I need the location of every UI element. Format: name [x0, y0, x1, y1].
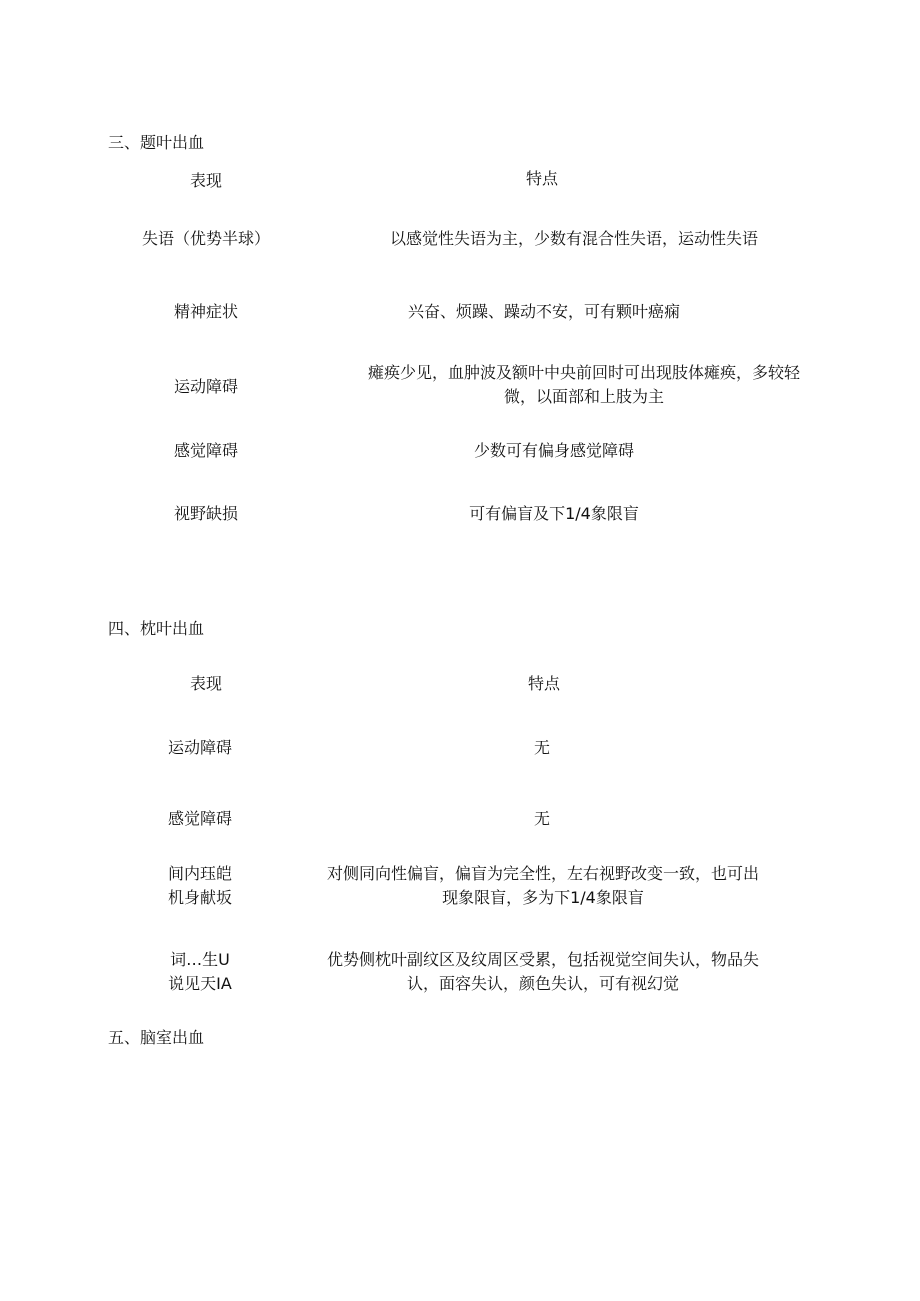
section3-row5-text: 可有偏盲及下1/4象限盲 [469, 504, 639, 523]
section4-row3-text-line1: 对侧同向性偏盲，偏盲为完全性，左右视野改变一致，也可出 [326, 864, 759, 883]
section3-row3-label: 运动障碍 [173, 377, 238, 396]
section3-title: 三、题叶出血 [108, 133, 205, 152]
section4-row4-label-line2: 说见天IA [168, 974, 232, 993]
section3-row2-label: 精神症状 [173, 302, 238, 321]
section4-row3-text-line2: 现象限盲，多为下1/4象限盲 [442, 888, 644, 907]
section3-header-col2: 特点 [525, 169, 558, 188]
section4-row4-text-line2: 认，面容失认，颜色失认，可有视幻觉 [406, 974, 679, 993]
section4-header-col1: 表现 [189, 674, 222, 693]
section4-title: 四、枕叶出血 [108, 619, 205, 638]
section3-row4-label: 感觉障碍 [173, 441, 238, 460]
section3-header-col1: 表现 [189, 171, 222, 190]
section3-row3-text-line1: 瘫痪少见，血肿波及额叶中央前回时可出现肢体瘫痪，多较轻 [367, 363, 800, 382]
section4-row1-label: 运动障碍 [167, 738, 232, 757]
section4-row4-text [306, 948, 780, 996]
section4-row3-label [134, 862, 266, 910]
section4-row3-label-line2: 机身献坂 [167, 888, 232, 907]
section4-row3-label-line1: 间内珏皑 [167, 864, 232, 883]
section4-row4-text-line1: 优势侧枕叶副纹区及纹周区受累，包括视觉空间失认，物品失 [326, 950, 759, 969]
section4-row2-label: 感觉障碍 [167, 809, 232, 828]
section4-row3-text [306, 862, 780, 910]
section4-row4-label-line1: 词…生U [170, 950, 230, 969]
section4-header-col2: 特点 [527, 674, 560, 693]
section3-row2-text: 兴奋、烦躁、躁动不安，可有颗叶癌痫 [407, 302, 680, 321]
section3-row1-text: 以感觉性失语为主，少数有混合性失语，运动性失语 [389, 229, 758, 248]
section4-row1-text: 无 [533, 738, 550, 757]
section3-row5-label: 视野缺损 [173, 504, 238, 523]
section5-title: 五、脑室出血 [108, 1028, 205, 1047]
section3-row3-text-line2: 微，以面部和上肢为主 [503, 387, 664, 406]
section4-row2-text: 无 [533, 809, 550, 828]
section4-row4-label [134, 948, 266, 996]
section3-row4-text: 少数可有偏身感觉障碍 [473, 441, 634, 460]
section3-row1-label: 失语（优势半球） [141, 229, 270, 248]
section3-row3-text [344, 361, 824, 409]
